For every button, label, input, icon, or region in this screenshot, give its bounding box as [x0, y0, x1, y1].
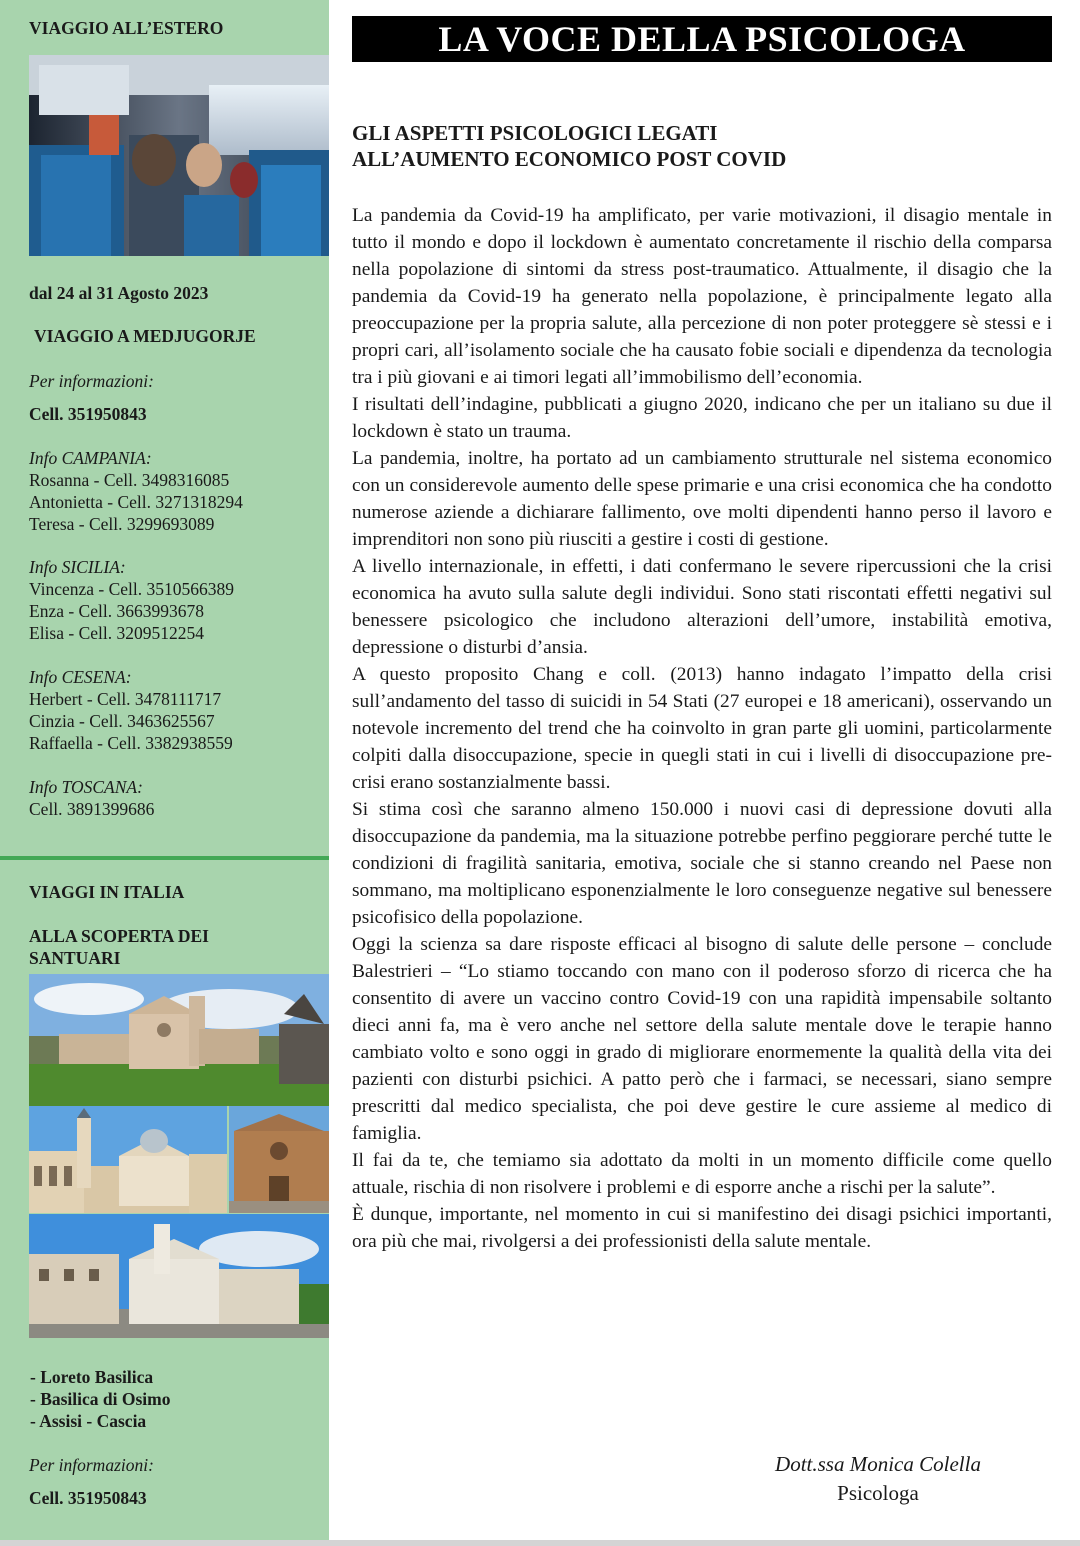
- contact-line: Elisa - Cell. 3209512254: [29, 623, 204, 643]
- contact-line: Vincenza - Cell. 3510566389: [29, 579, 235, 599]
- contact-line: Enza - Cell. 3663993678: [29, 601, 204, 621]
- signature-role: Psicologa: [837, 1481, 919, 1505]
- article-body: [352, 202, 1052, 1255]
- loreto-basilica-photo: [29, 1106, 227, 1213]
- main-phone-2: Cell. 351950843: [29, 1488, 147, 1508]
- paragraph: A questo proposito Chang e coll. (2013) hanno indagato l’impatto della crisi sull’andamento del tasso di suicidi in 54 Stati (27 europei e 18 americani), osservando un notevole incremento del trend che ha coinvolto in gran parte gli uomini, particolarmente colpiti dalla disoccupazione, specie in quegli stati in cui i livelli di disoccupazione pre-crisi erano sostanzialmente bassi.: [352, 664, 1052, 793]
- trip-name: VIAGGIO A MEDJUGORJE: [34, 326, 256, 346]
- bottom-edge: [0, 1540, 1080, 1546]
- destinations-list: [30, 1366, 171, 1432]
- contacts-cesena: [29, 688, 233, 754]
- region-label-campania: Info CAMPANIA:: [29, 448, 152, 468]
- paragraph: La pandemia, inoltre, ha portato ad un cambiamento strutturale nel sistema economico con un considerevole aumento delle spese primarie e una crisi economica che ha condotto numerose aziende a dichiarare fallimento, ove molti dipendenti hanno perso il lavoro e imprenditori non sono più riusciti a gestire i costi di gestione.: [352, 448, 1052, 550]
- headline-line-1: GLI ASPETTI PSICOLOGICI LEGATI: [352, 121, 718, 145]
- info-label: Per informazioni:: [29, 371, 154, 391]
- region-label-sicilia: Info SICILIA:: [29, 557, 126, 577]
- contacts-sicilia: [29, 578, 234, 644]
- page-banner-title: LA VOCE DELLA PSICOLOGA: [352, 16, 1052, 62]
- section-subtitle-line2: SANTUARI: [29, 948, 121, 968]
- signature-name: Dott.ssa Monica Colella: [775, 1452, 981, 1476]
- sidebar: [0, 0, 329, 1540]
- section-title-travel-italy: VIAGGI IN ITALIA: [29, 882, 185, 902]
- contact-line: Teresa - Cell. 3299693089: [29, 514, 215, 534]
- contact-line: Herbert - Cell. 3478111717: [29, 689, 222, 709]
- paragraph: Il fai da te, che temiamo sia adottato da molti in un momento difficile come quello attuale, rischia di non risolvere i problemi e di esporre anche a rischi per la salute”.: [352, 1150, 1052, 1198]
- section-subtitle-line1: ALLA SCOPERTA DEI: [29, 926, 209, 946]
- paragraph: La pandemia da Covid-19 ha amplificato, per varie motivazioni, il disagio mentale in tutto il mondo e dopo il lockdown è aumentato concretamente il rischio della comparsa nella popolazione di sintomi da stress post-traumatico. Attualmente, il disagio che la pandemia da Covid-19 ha generato nella popolazione, è principalmente legato alla preoccupazione per la propria salute, alla percezione di non poter proteggere sè stessi e i propri cari, all’isolamento sociale che ha causato fobie sociali e dipendenza da tecnologia tra i più giovani e ai timori legati all’immobilismo dell’economia.: [352, 205, 1052, 388]
- region-label-cesena: Info CESENA:: [29, 667, 132, 687]
- section-divider: [0, 856, 329, 860]
- article-headline: [352, 120, 1052, 172]
- paragraph: Oggi la scienza sa dare risposte efficaci al bisogno di salute delle persone – conclude Balestrieri – “Lo stiamo toccando con mano con il poderoso sforzo di ricerca che ha consentito di avere un vaccino contro Covid-19 con una rapidità impensabile soltanto dieci anni fa, ma è vero anche nel settore della salute mentale dove le terapie hanno cambiato volto e sono oggi in grado di migliorare enormemente la qualità della vita dei pazienti con disturbi psichici. A patto però che i farmaci, se necessari, siano sempre prescritti dal medico specialista, che poi deve gestire le cure assieme al medico di famiglia.: [352, 934, 1052, 1144]
- list-item: - Loreto Basilica: [30, 1367, 154, 1387]
- info-label-2: Per informazioni:: [29, 1455, 154, 1475]
- contacts-toscana: [29, 798, 154, 820]
- cascia-basilica-photo: [29, 1214, 329, 1338]
- list-item: - Basilica di Osimo: [30, 1389, 171, 1409]
- headline-line-2: ALL’AUMENTO ECONOMICO POST COVID: [352, 147, 787, 171]
- contact-line: Raffaella - Cell. 3382938559: [29, 733, 233, 753]
- paragraph: A livello internazionale, in effetti, i dati confermano le severe ripercussioni che la crisi economica ha avuto sulla salute degli individui. Sono stati riscontati effetti negativi sul benessere psicologico che includono alterazioni dell’umore, instabilità emotiva, depressione o disturbi d’ansia.: [352, 556, 1052, 658]
- bus-interior-photo: [29, 55, 329, 256]
- contact-line: Antonietta - Cell. 3271318294: [29, 492, 243, 512]
- main-phone: Cell. 351950843: [29, 404, 147, 424]
- assisi-basilica-photo: [29, 974, 329, 1106]
- list-item: - Assisi - Cascia: [30, 1411, 147, 1431]
- contacts-campania: [29, 469, 243, 535]
- paragraph: Si stima così che saranno almeno 150.000 i nuovi casi di depressione dovuti alla disoccupazione da pandemia, ma la situazione potrebbe perfino peggiorare perché tutte le condizioni di fragilità sanitaria, emotiva, sociale che si stanno creando nel Paese non sommano, ma moltiplicano esponenzialmente le loro conseguenze negative sul benessere psicofisico della popolazione.: [352, 799, 1052, 928]
- contact-line: Cell. 3891399686: [29, 799, 155, 819]
- region-label-toscana: Info TOSCANA:: [29, 777, 143, 797]
- contact-line: Cinzia - Cell. 3463625567: [29, 711, 215, 731]
- section-title-travel-abroad: VIAGGIO ALL’ESTERO: [29, 18, 224, 38]
- trip-dates: dal 24 al 31 Agosto 2023: [29, 283, 209, 303]
- osimo-basilica-photo: [229, 1106, 329, 1213]
- paragraph: I risultati dell’indagine, pubblicati a giugno 2020, indicano che per un italiano su due il lockdown è stato un trauma.: [352, 394, 1052, 442]
- paragraph: È dunque, importante, nel momento in cui si manifestino dei disagi psichici importanti, ora più che mai, rivolgersi a dei professionisti della salute mentale.: [352, 1204, 1052, 1252]
- contact-line: Rosanna - Cell. 3498316085: [29, 470, 230, 490]
